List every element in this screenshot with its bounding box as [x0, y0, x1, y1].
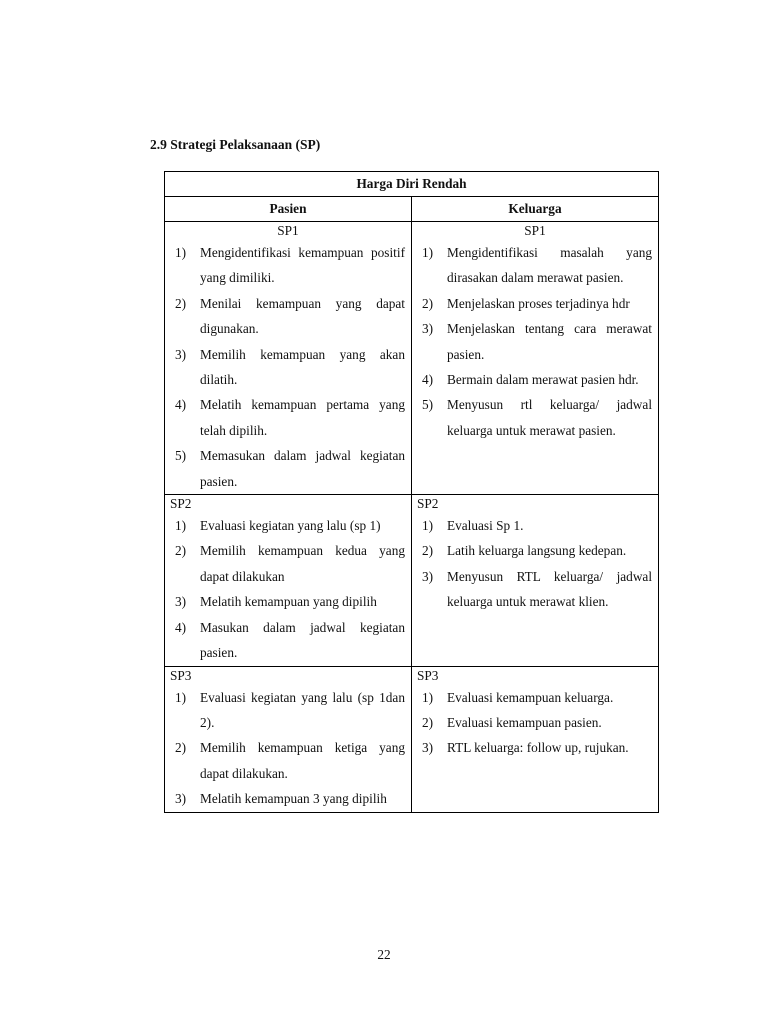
list-item-text: Melatih kemampuan yang dipilih	[200, 594, 377, 610]
pasien-cell-sp2	[165, 495, 412, 666]
pasien-cell-sp1	[165, 222, 412, 495]
sp-label: SP3	[170, 667, 192, 683]
list-item-text: Mengidentifikasi masalah yang dirasakan dalam merawat pasien.	[447, 245, 653, 286]
list-item	[412, 513, 652, 538]
list-item-number: 3)	[175, 346, 187, 362]
list-item-number: 2)	[175, 740, 187, 756]
list-item-number: 1)	[422, 245, 434, 260]
step-list	[412, 685, 658, 761]
list-item-text: Menyusun RTL keluarga/ jadwal keluarga untuk merawat klien.	[447, 568, 653, 610]
strategy-table	[164, 171, 659, 813]
list-item-text: Melatih kemampuan 3 yang dipilih	[200, 791, 387, 807]
table-row-sp3	[165, 666, 659, 812]
step-list	[165, 240, 411, 494]
list-item-number: 4)	[422, 372, 434, 388]
list-item	[165, 240, 405, 291]
list-item	[412, 392, 652, 443]
list-item-number: 3)	[422, 740, 434, 756]
list-item	[412, 735, 652, 760]
sp-label: SP3	[417, 667, 439, 683]
column-header-pasien: Pasien	[165, 197, 412, 222]
step-list	[412, 240, 658, 443]
list-item-text: Memilih kemampuan yang akan dilatih.	[200, 346, 405, 388]
keluarga-cell-sp2	[412, 495, 659, 666]
list-item-number: 2)	[175, 295, 187, 311]
list-item-number: 4)	[175, 397, 187, 413]
step-list	[165, 513, 411, 665]
list-item-text: Evaluasi kemampuan pasien.	[447, 714, 602, 730]
keluarga-cell-sp1	[412, 222, 659, 495]
list-item	[165, 392, 405, 443]
list-item	[412, 685, 652, 710]
list-item	[165, 443, 405, 494]
list-item-number: 5)	[175, 448, 187, 464]
list-item-text: Memasukan dalam jadwal kegiatan pasien.	[200, 448, 405, 489]
list-item-text: Memilih kemampuan ketiga yang dapat dilakukan.	[200, 740, 405, 781]
list-item-text: Evaluasi kemampuan keluarga.	[447, 689, 614, 705]
keluarga-cell-sp3	[412, 666, 659, 812]
list-item-text: Masukan dalam jadwal kegiatan pasien.	[200, 619, 405, 661]
list-item	[412, 291, 652, 316]
table-row-sp1	[165, 222, 659, 495]
list-item-number: 3)	[422, 568, 434, 584]
list-item	[165, 615, 405, 666]
list-item-text: Evaluasi kegiatan yang lalu (sp 1)	[200, 518, 381, 534]
list-item-number: 2)	[422, 295, 434, 311]
list-item-number: 1)	[422, 689, 434, 705]
list-item	[165, 513, 405, 538]
list-item-number: 3)	[175, 791, 187, 807]
list-item	[412, 710, 652, 735]
section-heading: 2.9 Strategi Pelaksanaan (SP)	[150, 137, 321, 152]
list-item-text: Menyusun rtl keluarga/ jadwal keluarga untuk merawat pasien.	[447, 397, 653, 438]
sp-label: SP2	[417, 496, 439, 512]
list-item-text: Bermain dalam merawat pasien hdr.	[447, 372, 639, 388]
step-list	[412, 513, 658, 615]
list-item	[412, 316, 652, 367]
list-item	[165, 538, 405, 589]
list-item-number: 2)	[422, 714, 434, 730]
list-item-text: Melatih kemampuan pertama yang telah dipilih.	[200, 397, 405, 438]
list-item	[412, 240, 652, 291]
table-title: Harga Diri Rendah	[165, 172, 659, 197]
list-item-text: Evaluasi kegiatan yang lalu (sp 1dan 2).	[200, 689, 405, 730]
list-item-number: 3)	[175, 594, 187, 610]
sp-label: SP1	[524, 223, 546, 238]
list-item	[165, 291, 405, 342]
list-item	[165, 589, 405, 614]
column-header-keluarga: Keluarga	[412, 197, 659, 222]
list-item-text: RTL keluarga: follow up, rujukan.	[447, 740, 629, 756]
list-item	[412, 564, 652, 615]
list-item	[165, 342, 405, 393]
list-item	[412, 538, 652, 563]
list-item-text: Memilih kemampuan kedua yang dapat dilakukan	[200, 543, 405, 584]
list-item-number: 1)	[175, 245, 187, 260]
list-item-text: Menjelaskan proses terjadinya hdr	[447, 295, 630, 311]
list-item	[165, 735, 405, 786]
list-item-number: 2)	[422, 543, 434, 559]
sp-label: SP2	[170, 496, 192, 512]
list-item-text: Latih keluarga langsung kedepan.	[447, 543, 627, 559]
table-row-sp2	[165, 495, 659, 666]
list-item-text: Mengidentifikasi kemampuan positif yang dimiliki.	[200, 245, 405, 286]
list-item-text: Evaluasi Sp 1.	[447, 518, 524, 534]
pasien-cell-sp3	[165, 666, 412, 812]
list-item	[165, 786, 405, 811]
list-item-text: Menilai kemampuan yang dapat digunakan.	[200, 295, 405, 337]
list-item	[165, 685, 405, 736]
list-item-number: 1)	[422, 518, 434, 534]
list-item	[412, 367, 652, 392]
list-item-number: 4)	[175, 619, 187, 635]
step-list	[165, 685, 411, 812]
page-number: 22	[377, 947, 391, 962]
list-item-number: 2)	[175, 543, 187, 559]
list-item-number: 1)	[175, 518, 187, 534]
list-item-number: 1)	[175, 689, 187, 705]
sp-label: SP1	[277, 223, 299, 238]
list-item-number: 5)	[422, 397, 434, 413]
list-item-text: Menjelaskan tentang cara merawat pasien.	[447, 321, 653, 362]
list-item-number: 3)	[422, 321, 434, 337]
